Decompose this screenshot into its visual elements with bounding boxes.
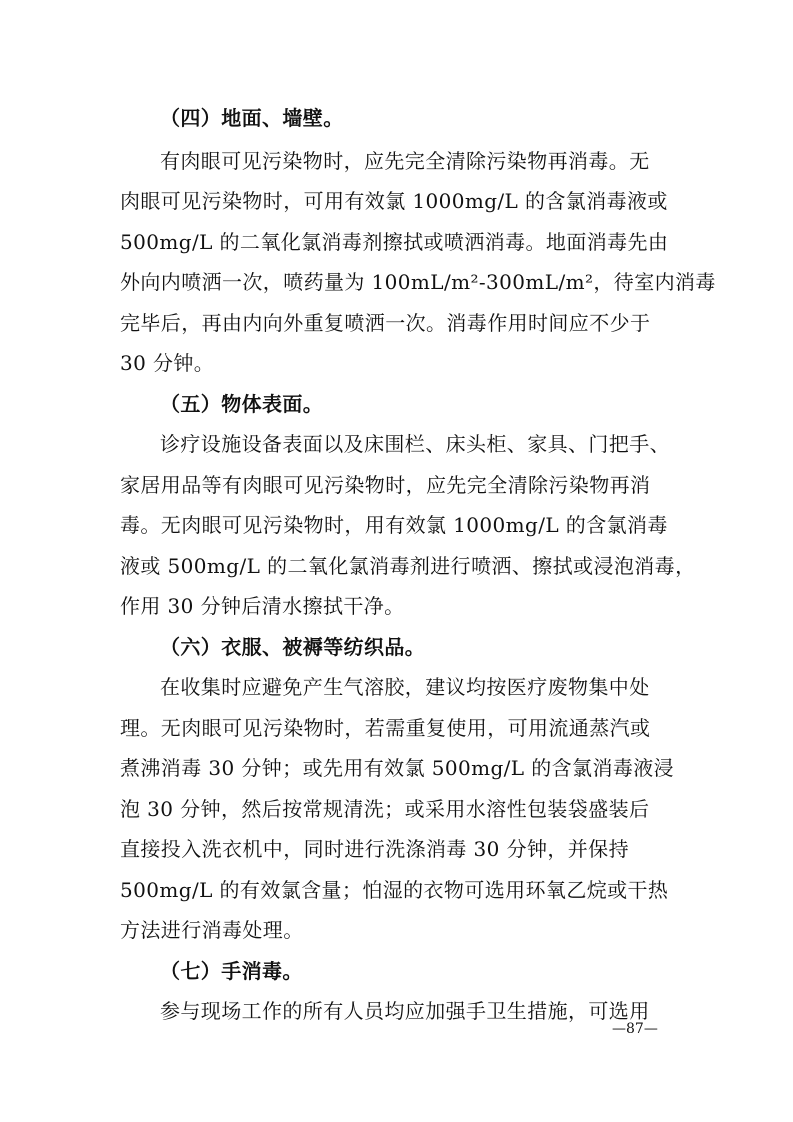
- paragraph-line: 参与现场工作的所有人员均应加强手卫生措施，可选用: [160, 999, 650, 1023]
- paragraph-line: 500mg/L 的二氧化氯消毒剂擦拭或喷洒消毒。地面消毒先由: [120, 230, 669, 254]
- paragraph-line: 500mg/L 的有效氯含量；怕湿的衣物可选用环氧乙烷或干热: [120, 878, 669, 902]
- paragraph-line: 理。无肉眼可见污染物时，若需重复使用，可用流通蒸汽或: [120, 716, 651, 740]
- paragraph-line: 肉眼可见污染物时，可用有效氯 1000mg/L 的含氯消毒液或: [120, 189, 668, 213]
- paragraph-line: 直接投入洗衣机中，同时进行洗涤消毒 30 分钟，并保持: [120, 837, 629, 861]
- section-heading-7: （七）手消毒。: [160, 959, 303, 983]
- paragraph-line: 方法进行消毒处理。: [120, 918, 304, 942]
- paragraph-line: 外向内喷洒一次，喷药量为 100mL/m²-300mL/m²，待室内消毒: [120, 270, 716, 294]
- paragraph-line: 诊疗设施设备表面以及床围栏、床头柜、家具、门把手、: [160, 432, 670, 456]
- paragraph-line: 完毕后，再由内向外重复喷洒一次。消毒作用时间应不少于: [120, 311, 651, 335]
- paragraph-line: 毒。无肉眼可见污染物时，用有效氯 1000mg/L 的含氯消毒: [120, 513, 668, 537]
- page-number: —87—: [612, 1021, 658, 1037]
- section-heading-5: （五）物体表面。: [160, 392, 324, 416]
- section-heading-6: （六）衣服、被褥等纺织品。: [160, 635, 426, 659]
- paragraph-line: 作用 30 分钟后清水擦拭干净。: [120, 594, 405, 618]
- paragraph-line: 家居用品等有肉眼可见污染物时，应先完全清除污染物再消: [120, 473, 651, 497]
- section-heading-4: （四）地面、墙壁。: [160, 106, 344, 130]
- paragraph-line: 煮沸消毒 30 分钟；或先用有效氯 500mg/L 的含氯消毒液浸: [120, 756, 675, 780]
- paragraph-line: 30 分钟。: [120, 351, 215, 375]
- paragraph-line: 泡 30 分钟，然后按常规清洗；或采用水溶性包装袋盛装后: [120, 797, 650, 821]
- paragraph-line: 液或 500mg/L 的二氧化氯消毒剂进行喷洒、擦拭或浸泡消毒，: [120, 554, 696, 578]
- paragraph-line: 在收集时应避免产生气溶胶，建议均按医疗废物集中处: [160, 675, 650, 699]
- paragraph-line: 有肉眼可见污染物时，应先完全清除污染物再消毒。无: [160, 149, 650, 173]
